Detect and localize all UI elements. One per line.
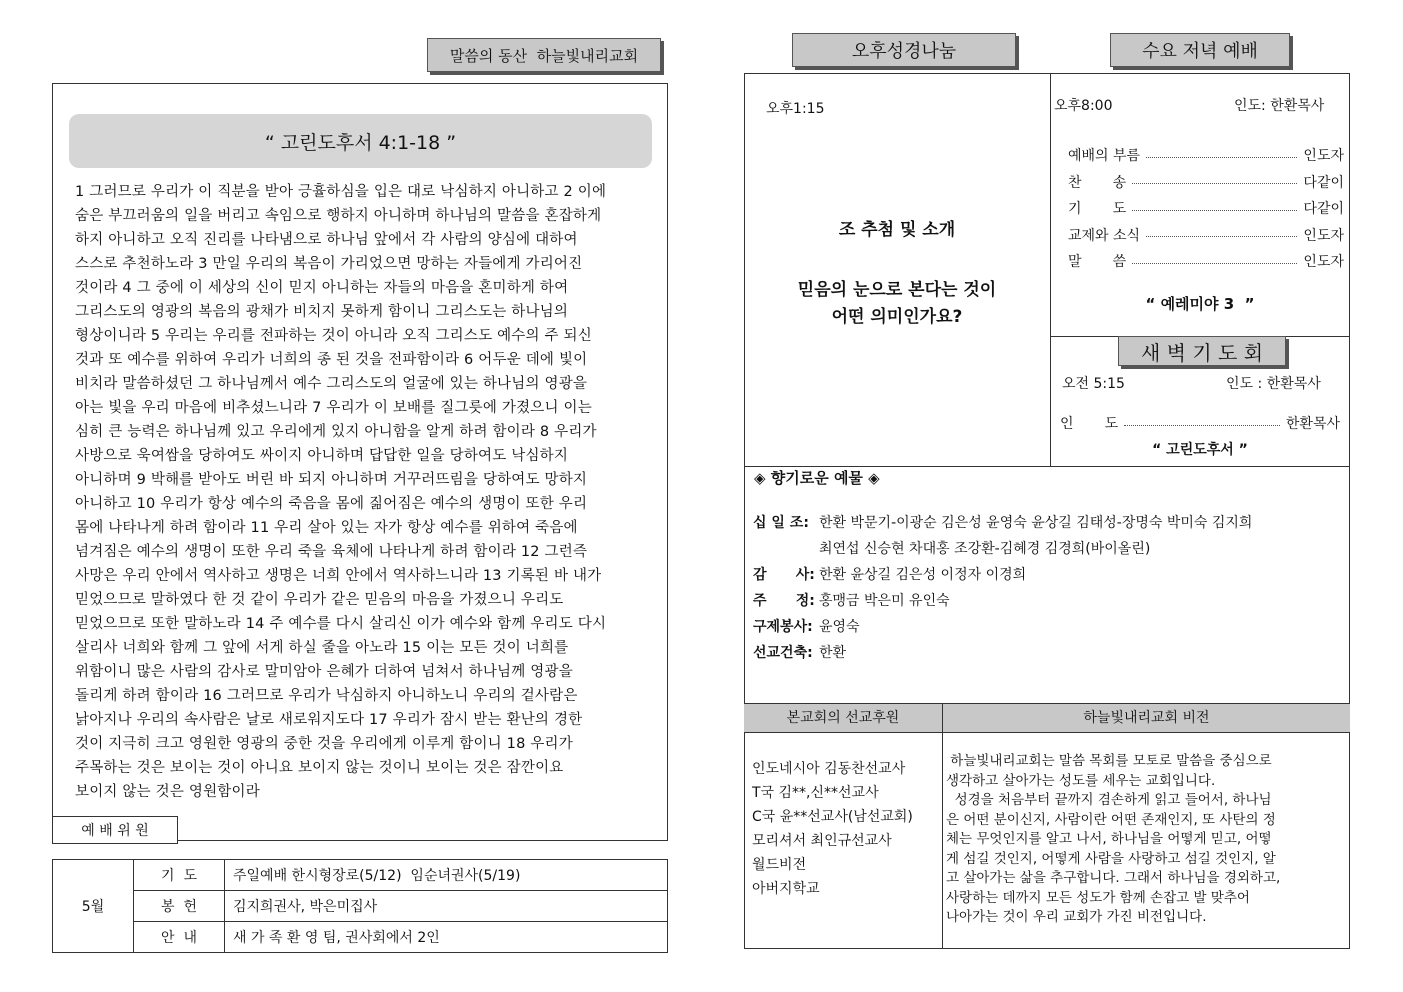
vision-line: 고 살아가는 삶을 추구합니다. 그래서 하나님을 경외하고, bbox=[946, 870, 1281, 886]
order-value: 인도자 bbox=[1303, 148, 1344, 165]
dawn-order-row bbox=[1060, 413, 1340, 433]
duty-names: 새 가 족 환 영 팀, 권사회에서 2인 bbox=[225, 922, 668, 953]
dot-leader bbox=[1132, 183, 1297, 184]
dawn-time: 오전 5:15 bbox=[1062, 376, 1125, 392]
scripture-line: 주목하는 것은 보이는 것이 아니요 보이지 않는 것이니 보이는 것은 잠깐이요 bbox=[75, 760, 564, 776]
wednesday-order bbox=[1068, 142, 1344, 275]
divider-vertical-bottom bbox=[942, 703, 943, 949]
vision-line: 체는 무엇인지를 알고 나서, 하나님을 어떻게 믿고, 어떻 bbox=[946, 831, 1272, 847]
scripture-line: 심히 큰 능력은 하나님께 있고 우리에게 있지 아니함을 알게 하려 함이라 8 우리가 bbox=[75, 424, 597, 440]
dawn-tag-text: 새 벽 기 도 회 bbox=[1140, 340, 1264, 365]
scripture-line: 비치라 말씀하셨던 그 하나님께서 예수 그리스도의 얼굴에 있는 하나님의 영광을 bbox=[75, 376, 588, 392]
scripture-line: 아니하며 9 박해를 받아도 버린 바 되지 아니하며 거꾸러뜨림을 당하여도 망하지 bbox=[75, 472, 588, 488]
afternoon-line2: 믿음의 눈으로 본다는 것이 bbox=[797, 280, 997, 300]
duty-table bbox=[52, 859, 668, 953]
mission-item: 모리셔서 최인규선교사 bbox=[752, 833, 892, 849]
offering-names: 최연섭 신승현 차대홍 조강환-김혜경 김경희(바이올린) bbox=[819, 541, 1151, 557]
duty-role: 안 내 bbox=[134, 922, 225, 953]
offering-label: 선교건축: bbox=[753, 645, 813, 661]
wednesday-tag-text: 수요 저녁 예배 bbox=[1142, 41, 1258, 62]
mission-item: 인도네시아 김동찬선교사 bbox=[752, 761, 906, 777]
scripture-line: 사방으로 욱여쌈을 당하여도 싸이지 아니하며 답답한 일을 당하여도 낙심하지 bbox=[75, 448, 569, 464]
dawn-tag bbox=[1118, 336, 1286, 366]
dawn-item-value: 한환목사 bbox=[1285, 416, 1340, 432]
offering-names: 윤영숙 bbox=[819, 619, 860, 635]
scripture-line: 하지 아니하고 오직 진리를 나타냄으로 하나님 앞에서 각 사람의 양심에 대하여 bbox=[75, 232, 578, 248]
wednesday-time: 오후8:00 bbox=[1054, 98, 1113, 114]
order-label: 예배의 부름 bbox=[1068, 148, 1141, 165]
order-label: 기 도 bbox=[1068, 201, 1127, 218]
vision-line: 하늘빛내리교회는 말씀 목회를 모토로 말씀을 중심으로 bbox=[946, 753, 1272, 769]
offering-row bbox=[753, 640, 1343, 666]
mission-item: T국 김**,신**선교사 bbox=[752, 785, 879, 801]
offering-row bbox=[753, 562, 1343, 588]
header-tag-text: 말씀의 동산 하늘빛내리교회 bbox=[449, 46, 639, 65]
dawn-item-label: 인 도 bbox=[1060, 416, 1119, 432]
afternoon-time: 오후1:15 bbox=[766, 101, 825, 117]
order-label: 교제와 소식 bbox=[1068, 227, 1141, 244]
divider-vertical-top bbox=[1050, 73, 1051, 466]
scripture-line: 돌리게 하려 함이라 16 그러므로 우리가 낙심하지 아니하노니 우리의 겉사람은 bbox=[75, 688, 578, 704]
scripture-line: 것이라 4 그 중에 이 세상의 신이 믿지 아니하는 자들의 마음을 혼미하게 하여 bbox=[75, 280, 569, 296]
wednesday-leader: 인도: 한환목사 bbox=[1234, 98, 1325, 114]
dot-leader bbox=[1124, 425, 1280, 426]
duty-role: 기 도 bbox=[134, 860, 225, 891]
duty-month: 5월 bbox=[53, 860, 134, 953]
order-value: 인도자 bbox=[1303, 227, 1344, 244]
offering-label: 십 일 조: bbox=[753, 515, 809, 531]
scripture-title: “ 고린도후서 4:1-18 ” bbox=[264, 131, 457, 154]
duty-label-box bbox=[52, 816, 178, 844]
dot-leader bbox=[1146, 157, 1297, 158]
afternoon-line3: 어떤 의미인가요? bbox=[831, 307, 963, 327]
dawn-scripture: “ 고린도후서 ” bbox=[1152, 442, 1248, 458]
dot-leader bbox=[1146, 236, 1297, 237]
dawn-leader: 인도 : 한환목사 bbox=[1226, 376, 1321, 392]
duty-names: 주일예배 한시형장로(5/12) 임순녀권사(5/19) bbox=[225, 860, 668, 891]
order-value: 다같이 bbox=[1303, 201, 1344, 218]
vision-line: 나아가는 것이 우리 교회가 가진 비전입니다. bbox=[946, 909, 1207, 925]
offering-names: 홍맹금 박은미 유인숙 bbox=[819, 593, 950, 609]
offering-names: 한환 bbox=[819, 645, 847, 661]
mission-item: 아버지학교 bbox=[752, 881, 820, 897]
afternoon-tag-text: 오후성경나눔 bbox=[851, 41, 957, 62]
scripture-line: 위함이니 많은 사람의 감사로 말미암아 은혜가 더하여 넘쳐서 하나님께 영광을 bbox=[75, 664, 573, 680]
scripture-line: 아는 빛을 우리 마음에 비추셨느니라 7 우리가 이 보배를 질그릇에 가졌으니 이는 bbox=[75, 400, 592, 416]
mission-item: C국 윤**선교사(남선교회) bbox=[752, 809, 913, 825]
mission-item: 월드비전 bbox=[752, 857, 807, 873]
vision-line: 게 섬길 것인지, 어떻게 사람을 사랑하고 섬길 것인지, 알 bbox=[946, 850, 1276, 867]
offering-row bbox=[753, 536, 1343, 562]
scripture-line: 믿었으므로 또한 말하노라 14 주 예수를 다시 살리신 이가 예수와 함께 우리도 다시 bbox=[75, 616, 607, 632]
wednesday-tag bbox=[1110, 33, 1290, 67]
offering-label: 감 사: bbox=[753, 567, 815, 583]
offering-row bbox=[753, 614, 1343, 640]
scripture-text bbox=[75, 180, 665, 804]
offering-names: 한환 박문기-이광순 김은성 윤영숙 윤상길 김태성-장명숙 박미숙 김지희 bbox=[819, 515, 1253, 531]
order-label: 말 씀 bbox=[1068, 254, 1127, 271]
duty-names: 김지희권사, 박은미집사 bbox=[225, 891, 668, 922]
offering-row bbox=[753, 510, 1343, 536]
scripture-line: 것과 또 예수를 위하여 우리가 너희의 종 된 것을 전파함이라 6 어두운 데에 빛이 bbox=[75, 352, 588, 368]
scripture-line: 넘겨짐은 예수의 생명이 또한 우리 죽을 육체에 나타나게 하려 함이라 12 그런즉 bbox=[75, 544, 588, 560]
header-tag bbox=[427, 38, 661, 72]
scripture-panel bbox=[52, 83, 668, 841]
vision-header: 하늘빛내리교회 비전 bbox=[1083, 710, 1210, 726]
duty-role: 봉 헌 bbox=[134, 891, 225, 922]
scripture-line: 몸에 나타나게 하려 함이라 11 우리 살아 있는 자가 항상 예수를 위하여 죽음에 bbox=[75, 520, 578, 536]
wednesday-order-row bbox=[1068, 222, 1344, 249]
wednesday-order-row bbox=[1068, 169, 1344, 196]
scripture-line: 아니하고 10 우리가 항상 예수의 죽음을 몸에 짊어짐은 예수의 생명이 또한 우리 bbox=[75, 496, 588, 512]
order-value: 다같이 bbox=[1303, 174, 1344, 191]
scripture-line: 보이지 않는 것은 영원함이라 bbox=[75, 784, 260, 800]
wednesday-order-row bbox=[1068, 142, 1344, 169]
duty-label: 예 배 위 원 bbox=[81, 823, 149, 839]
mission-header: 본교회의 선교후원 bbox=[786, 710, 900, 726]
scripture-title-bar bbox=[69, 114, 652, 168]
offering-label: 주 정: bbox=[753, 593, 815, 609]
offering-names: 한환 윤상길 김은성 이정자 이경희 bbox=[819, 567, 1027, 583]
scripture-line: 숨은 부끄러움의 일을 버리고 속임으로 행하지 아니하며 하나님의 말씀을 혼잡하게 bbox=[75, 208, 602, 224]
afternoon-line1: 조 추첨 및 소개 bbox=[838, 220, 956, 240]
scripture-line: 사망은 우리 안에서 역사하고 생명은 너희 안에서 역사하느니라 13 기록된 바 내가 bbox=[75, 568, 602, 584]
afternoon-tag bbox=[792, 33, 1016, 67]
scripture-line: 그리스도의 영광의 복음의 광채가 비치지 못하게 함이니 그리스도는 하나님의 bbox=[75, 304, 569, 320]
wednesday-order-row bbox=[1068, 248, 1344, 275]
scripture-line: 낡아지나 우리의 속사람은 날로 새로워지도다 17 우리가 잠시 받는 환난의 경한 bbox=[75, 712, 583, 728]
vision-line: 성경을 처음부터 끝까지 겸손하게 읽고 들어서, 하나님 bbox=[946, 792, 1272, 808]
scripture-line: 살리사 너희와 함께 그 앞에 서게 하실 줄을 아노라 15 이는 모든 것이 너희를 bbox=[75, 640, 569, 656]
scripture-line: 스스로 추천하노라 3 만일 우리의 복음이 가리었으면 망하는 자들에게 가리어진 bbox=[75, 256, 583, 272]
mission-list bbox=[752, 757, 913, 901]
offering-label: 구제봉사: bbox=[753, 619, 813, 635]
scripture-line: 믿었으므로 말하였다 한 것 같이 우리가 같은 믿음의 마음을 가졌으니 우리도 bbox=[75, 592, 564, 608]
offering-title: ◈ 향기로운 예물 ◈ bbox=[754, 469, 880, 487]
dot-leader bbox=[1132, 263, 1297, 264]
offering-row bbox=[753, 588, 1343, 614]
wednesday-scripture: “ 예레미야 3 ” bbox=[1145, 295, 1255, 313]
offering-list bbox=[753, 510, 1343, 666]
dot-leader bbox=[1132, 210, 1297, 211]
scripture-line: 형상이니라 5 우리는 우리를 전파하는 것이 아니라 오직 그리스도 예수의 주 되신 bbox=[75, 328, 592, 344]
vision-line: 생각하고 살아가는 성도를 세우는 교회입니다. bbox=[946, 772, 1216, 789]
scripture-line: 것이 지극히 크고 영원한 영광의 중한 것을 우리에게 이루게 함이니 18 우리가 bbox=[75, 736, 573, 752]
vision-line: 사랑하는 데까지 모든 성도가 함께 손잡고 발 맞추어 bbox=[946, 889, 1250, 906]
wednesday-order-row bbox=[1068, 195, 1344, 222]
vision-line: 은 어떤 분이신지, 사람이란 어떤 존재인지, 또 사탄의 정 bbox=[946, 811, 1276, 828]
order-label: 찬 송 bbox=[1068, 174, 1127, 191]
order-value: 인도자 bbox=[1303, 254, 1344, 271]
scripture-line: 1 그러므로 우리가 이 직분을 받아 긍휼하심을 입은 대로 낙심하지 아니하고 2 이에 bbox=[75, 184, 607, 200]
vision-text bbox=[946, 752, 1346, 928]
